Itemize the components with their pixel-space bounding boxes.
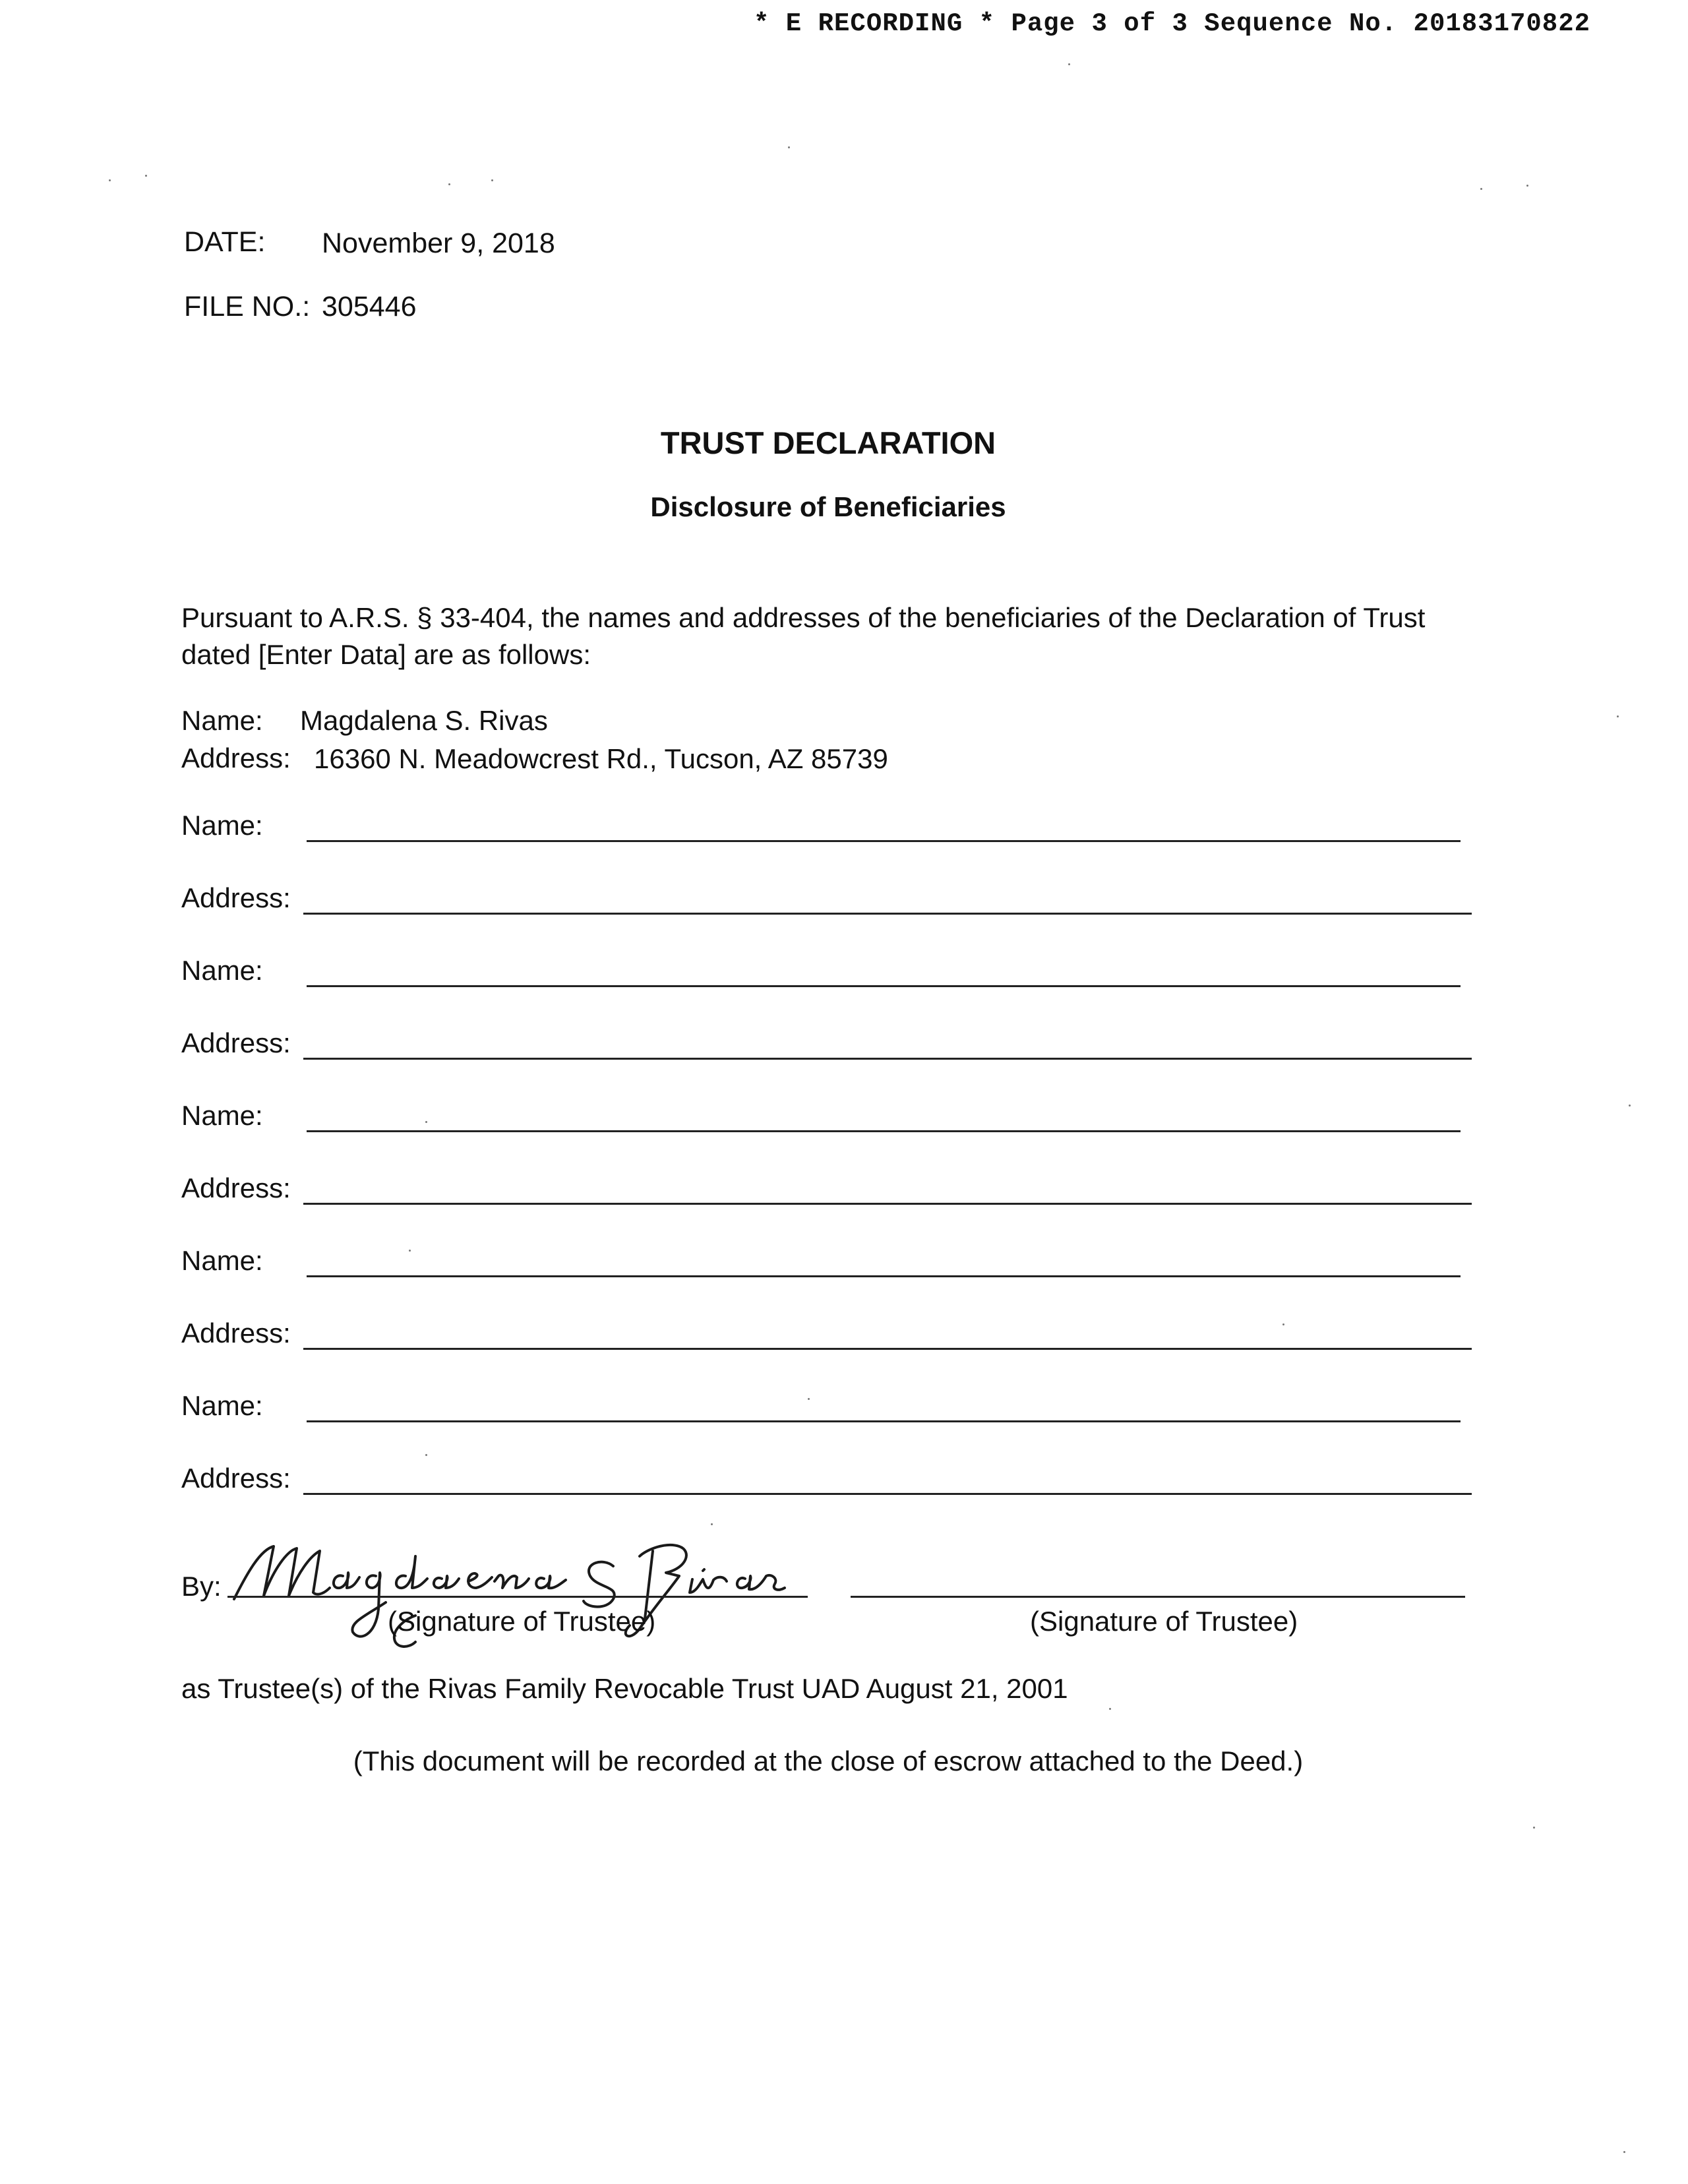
scan-speck: [425, 1121, 427, 1123]
file-no-label: FILE NO.:: [184, 291, 311, 322]
blank-name-line[interactable]: [307, 1130, 1461, 1132]
scan-speck: [1623, 2151, 1625, 2153]
scan-speck: [788, 146, 790, 148]
blank-name-label: Name:: [181, 1245, 263, 1276]
signature-line-right[interactable]: [851, 1596, 1465, 1598]
recording-header: * E RECORDING * Page 3 of 3 Sequence No. 20183170822: [754, 9, 1590, 38]
blank-address-line[interactable]: [303, 1493, 1472, 1495]
scan-speck: [1282, 1323, 1284, 1325]
scan-speck: [425, 1454, 427, 1456]
signature-line-left[interactable]: [227, 1596, 808, 1598]
blank-address-line[interactable]: [303, 1348, 1472, 1350]
scan-speck: [711, 1523, 713, 1525]
by-label: By:: [181, 1571, 222, 1602]
scan-speck: [1629, 1105, 1631, 1107]
file-no-value: 305446: [322, 291, 417, 322]
document-title: TRUST DECLARATION: [660, 425, 996, 460]
date-label: DATE:: [184, 226, 266, 258]
scan-speck: [808, 1398, 810, 1400]
scan-speck: [448, 183, 450, 185]
blank-address-line[interactable]: [303, 1203, 1472, 1205]
footer-note: (This document will be recorded at the close of escrow attached to the Deed.): [353, 1745, 1304, 1776]
signature-caption-right: (Signature of Trustee): [1030, 1606, 1298, 1637]
blank-address-label: Address:: [181, 1027, 291, 1058]
blank-address-label: Address:: [181, 882, 291, 913]
date-value: November 9, 2018: [322, 228, 555, 259]
document-subtitle: Disclosure of Beneficiaries: [650, 491, 1006, 522]
blank-address-line[interactable]: [303, 1058, 1472, 1060]
blank-name-line[interactable]: [307, 1420, 1461, 1422]
blank-name-line[interactable]: [307, 985, 1461, 987]
blank-name-line[interactable]: [307, 840, 1461, 842]
beneficiary-name-value: Magdalena S. Rivas: [300, 705, 548, 736]
scan-speck: [109, 179, 111, 181]
blank-name-label: Name:: [181, 810, 263, 841]
beneficiary-address-label: Address:: [181, 743, 291, 774]
blank-address-label: Address:: [181, 1318, 291, 1349]
blank-name-label: Name:: [181, 1390, 263, 1421]
blank-address-label: Address:: [181, 1172, 291, 1203]
scan-speck: [1617, 715, 1619, 717]
signature-caption-left: (Signature of Trustee): [388, 1606, 656, 1637]
blank-name-label: Name:: [181, 955, 263, 986]
beneficiary-name-label: Name:: [181, 705, 263, 736]
scan-speck: [1109, 1708, 1111, 1710]
blank-address-label: Address:: [181, 1463, 291, 1494]
scan-speck: [1533, 1827, 1535, 1829]
scan-speck: [1526, 185, 1528, 187]
beneficiary-address-value: 16360 N. Meadowcrest Rd., Tucson, AZ 85739: [314, 743, 888, 774]
scan-speck: [1480, 188, 1482, 190]
trustee-line: as Trustee(s) of the Rivas Family Revocable Trust UAD August 21, 2001: [181, 1673, 1068, 1704]
blank-name-label: Name:: [181, 1100, 263, 1131]
scan-speck: [145, 175, 147, 177]
intro-paragraph: Pursuant to A.R.S. § 33-404, the names and addresses of the beneficiaries of the Declaration of Trust dated [Enter Data] are as follows:: [181, 602, 1426, 670]
scan-speck: [1068, 63, 1070, 65]
scan-speck: [409, 1250, 411, 1252]
blank-address-line[interactable]: [303, 913, 1472, 915]
blank-name-line[interactable]: [307, 1275, 1461, 1277]
scan-speck: [491, 179, 493, 181]
